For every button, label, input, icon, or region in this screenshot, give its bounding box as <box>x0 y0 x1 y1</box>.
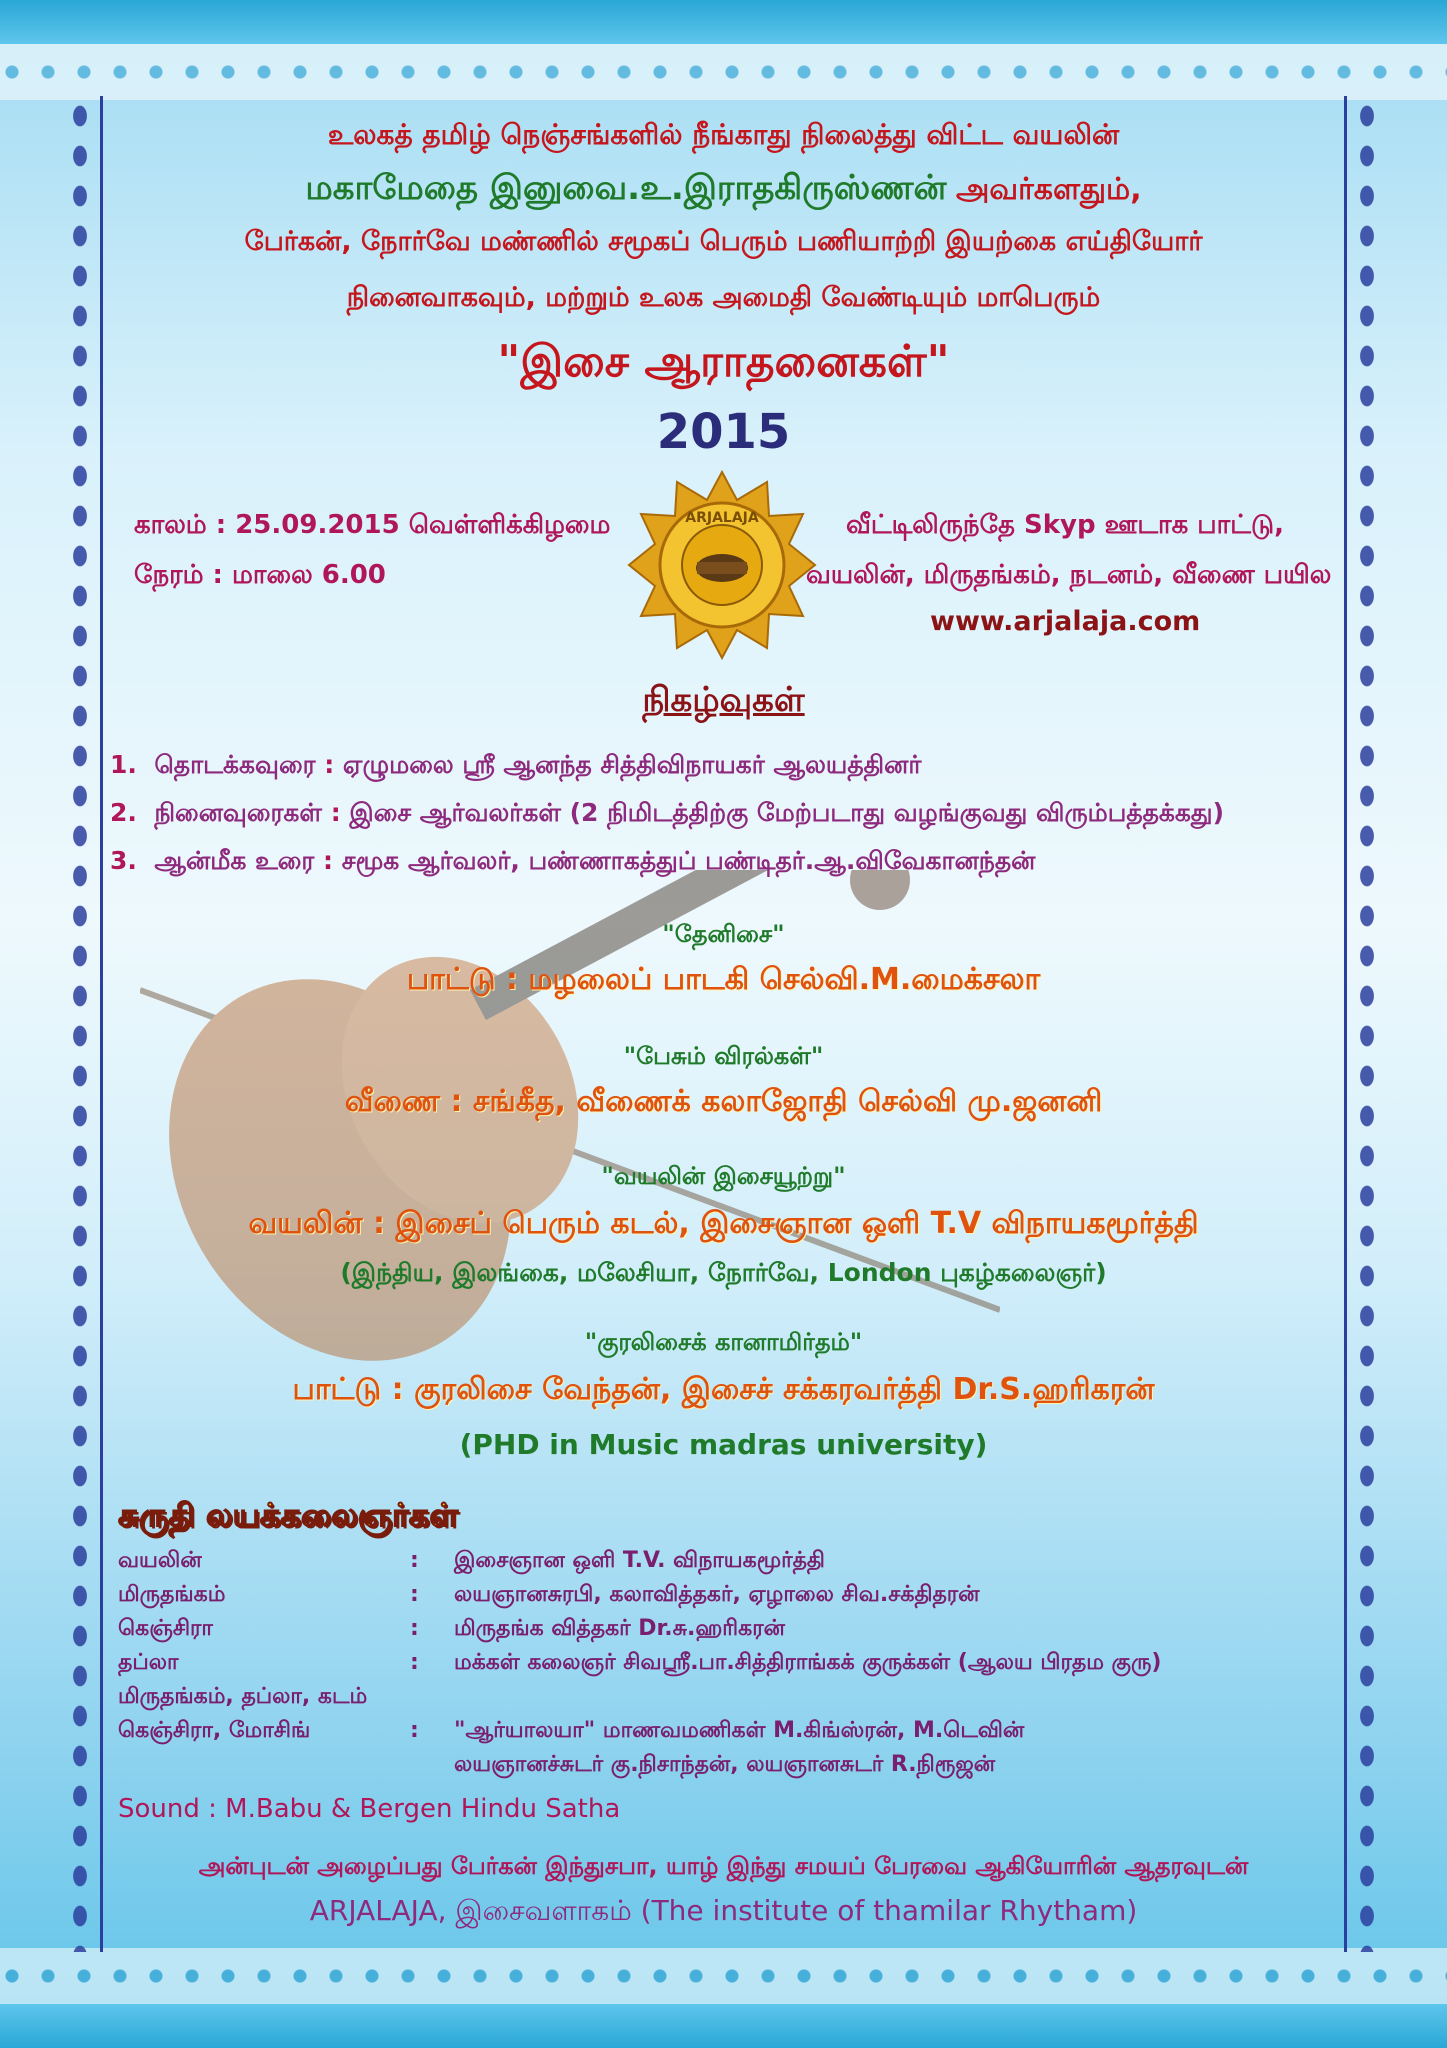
event-time: நேரம் : மாலை 6.00 <box>134 560 386 590</box>
event-year: 2015 <box>656 404 791 460</box>
performance-title: "குரலிசைக் கானாமிர்தம்" <box>584 1328 863 1356</box>
header-line-2-tail: அவர்களதும், <box>956 172 1142 207</box>
programme-item: 1. தொடக்கவுரை : ஏழுமலை ஸ்ரீ ஆனந்த சித்திவிநாயகர் ஆலயத்தினர் <box>110 750 922 779</box>
programme-heading: நிகழ்வுகள் <box>642 680 805 720</box>
top-ornament-strip <box>0 44 1447 100</box>
header-line-2 <box>0 168 1447 212</box>
logo-text: ARJALAJA <box>685 510 759 526</box>
footer-line-1: அன்புடன் அழைப்பது பேர்கன் இந்துசபா, யாழ் இந்து சமயப் பேரவை ஆகியோரின் ஆதரவுடன் <box>198 1852 1249 1880</box>
performance-line: வயலின் : இசைப் பெரும் கடல், இசைஞான ஒளி T.V விநாயகமூர்த்தி <box>248 1206 1199 1241</box>
performance-line: பாட்டு : குரலிசை வேந்தன், இசைச் சக்கரவர்த்தி Dr.S.ஹரிகரன் <box>292 1372 1155 1407</box>
artists-heading: சுருதி லயக்கலைஞர்கள் <box>118 1496 459 1534</box>
promo-line-1: வீட்டிலிருந்தே Skyp ஊடாக பாட்டு, <box>846 510 1285 540</box>
arjalaja-seal-logo <box>627 470 817 660</box>
header-line-3: பேர்கன், நோர்வே மண்ணில் சமூகப் பெரும் பணியாற்றி இயற்கை எய்தியோர் <box>244 226 1203 257</box>
performance-title: "வயலின் இசையூற்று" <box>601 1162 846 1190</box>
footer-org-en: (The institute of thamilar Rhytham) <box>640 1894 1138 1927</box>
bottom-border-band <box>0 2004 1447 2048</box>
performance-sub: (இந்திய, இலங்கை, மலேசியா, நோர்வே, London புகழ்கலைஞர்) <box>340 1258 1107 1287</box>
performance-title: "பேசும் விரல்கள்" <box>623 1042 824 1070</box>
invitation-poster: உலகத் தமிழ் நெஞ்சங்களில் நீங்காது நிலைத்து விட்ட வயலின் மகாமேதை இனுவை.உ.இராதகிருஸ்ணன் அவர்களதும், பேர்கன், நோர்வே மண்ணில் சமூகப் பெரும் பணியாற்றி இயற்கை எய்தியோர் நினைவாகவும், மற்றும் உலக அமைதி வேண்டியும் மாபெரும் "இசை ஆராதனைகள்" 2015 காலம் : 25.09.2015 வெள்ளிக்கிழமை நேரம் : மாலை 6.00 ARJALAJA வீட்டிலிருந்தே Skyp ஊடாக பாட்டு, வயலின், மிருதங்கம், நடனம், வீணை பயில www.arjalaja.com நிகழ்வுகள் 1. தொடக்கவுரை : ஏழுமலை ஸ்ரீ ஆனந்த சித்திவிநாயகர் ஆலயத்தினர் 2. நினைவுரைகள் : இசை ஆர்வலர்கள் (2 நிமிடத்திற்கு மேற்படாது வழங்குவது விரும்பத்தக்கது) 3. ஆன்மீக உரை : சமூக ஆர்வலர், பண்ணாகத்துப் பண்டிதர்.ஆ.விவேகானந்தன் "தேனிசை" பாட்டு : மழலைப் பாடகி செல்வி.M.மைக்சலா "பேசும் விரல்கள்" வீணை : சங்கீத, வீணைக் கலாஜோதி செல்வி மு.ஜனனி "வயலின் இசையூற்று" வயலின் : இசைப் பெரும் கடல், இசைஞான ஒளி T.V விநாயகமூர்த்தி (இந்திய, இலங்கை, மலேசியா, நோர்வே, London புகழ்கலைஞர்) "குரலிசைக் கானாமிர்தம்" பாட்டு : குரலிசை வேந்தன், இசைச் சக்கரவர்த்தி Dr.S.ஹரிகரன் (PHD in Music madras university) சுருதி லயக்கலைஞர்கள் வயலின் : இசைஞான ஒளி T.V. விநாயகமூர்த்தி மிருதங்கம் : லயஞானசுரபி, கலாவித்தகர், ஏழாலை சிவ.சக்திதரன் கெஞ்சிரா : மிருதங்க வித்தகர் Dr.சு.ஹரிகரன் தப்லா : மக்கள் கலைஞர் சிவஸ்ரீ.பா.சித்திராங்கக் குருக்கள் (ஆலய பிரதம குரு) மிருதங்கம், தப்லா, கடம் கெஞ்சிரா, மோசிங் : "ஆர்யாலயா" மாணவமணிகள் M.கிங்ஸ்ரன், M.டெவின் லயஞானச்சுடர் கு.நிசாந்தன், லயஞானசுடர் R.நிரூஜன் Sound : M.Babu & Bergen Hindu Satha அன்புடன் அழைப்பது பேர்கன் இந்துசபா, யாழ் இந்து சமயப் பேரவை ஆகியோரின் ஆதரவுடன் ARJALAJA, இசைவளாகம் (The institute of thamilar Rhytham) <box>0 0 1447 2048</box>
performance-line: வீணை : சங்கீத, வீணைக் கலாஜோதி செல்வி மு.ஜனனி <box>344 1084 1103 1119</box>
event-title: "இசை ஆராதனைகள்" <box>497 336 950 387</box>
event-date: காலம் : 25.09.2015 வெள்ளிக்கிழமை <box>134 510 611 540</box>
website-link[interactable]: www.arjalaja.com <box>930 606 1201 637</box>
header-line-4: நினைவாகவும், மற்றும் உலக அமைதி வேண்டியும் மாபெரும் <box>346 282 1101 313</box>
programme-item: 2. நினைவுரைகள் : இசை ஆர்வலர்கள் (2 நிமிடத்திற்கு மேற்படாது வழங்குவது விரும்பத்தக்கது) <box>110 798 1225 827</box>
performance-title: "தேனிசை" <box>662 920 785 948</box>
bottom-ornament-strip <box>0 1948 1447 2004</box>
footer-line-2 <box>0 1894 1447 1931</box>
sound-credit: Sound : M.Babu & Bergen Hindu Satha <box>118 1794 621 1824</box>
performance-sub: (PHD in Music madras university) <box>459 1428 988 1461</box>
performance-line: பாட்டு : மழலைப் பாடகி செல்வி.M.மைக்சலா <box>406 962 1041 997</box>
honoree-name: மகாமேதை இனுவை.உ.இராதகிருஸ்ணன் <box>305 168 947 208</box>
promo-line-2: வயலின், மிருதங்கம், நடனம், வீணை பயில <box>806 560 1332 590</box>
header-line-1: உலகத் தமிழ் நெஞ்சங்களில் நீங்காது நிலைத்து விட்ட வயலின் <box>327 118 1120 151</box>
footer-org: ARJALAJA, இசைவளாகம் <box>309 1894 632 1927</box>
programme-item: 3. ஆன்மீக உரை : சமூக ஆர்வலர், பண்ணாகத்துப் பண்டிதர்.ஆ.விவேகானந்தன் <box>110 846 1036 875</box>
top-border-band <box>0 0 1447 44</box>
